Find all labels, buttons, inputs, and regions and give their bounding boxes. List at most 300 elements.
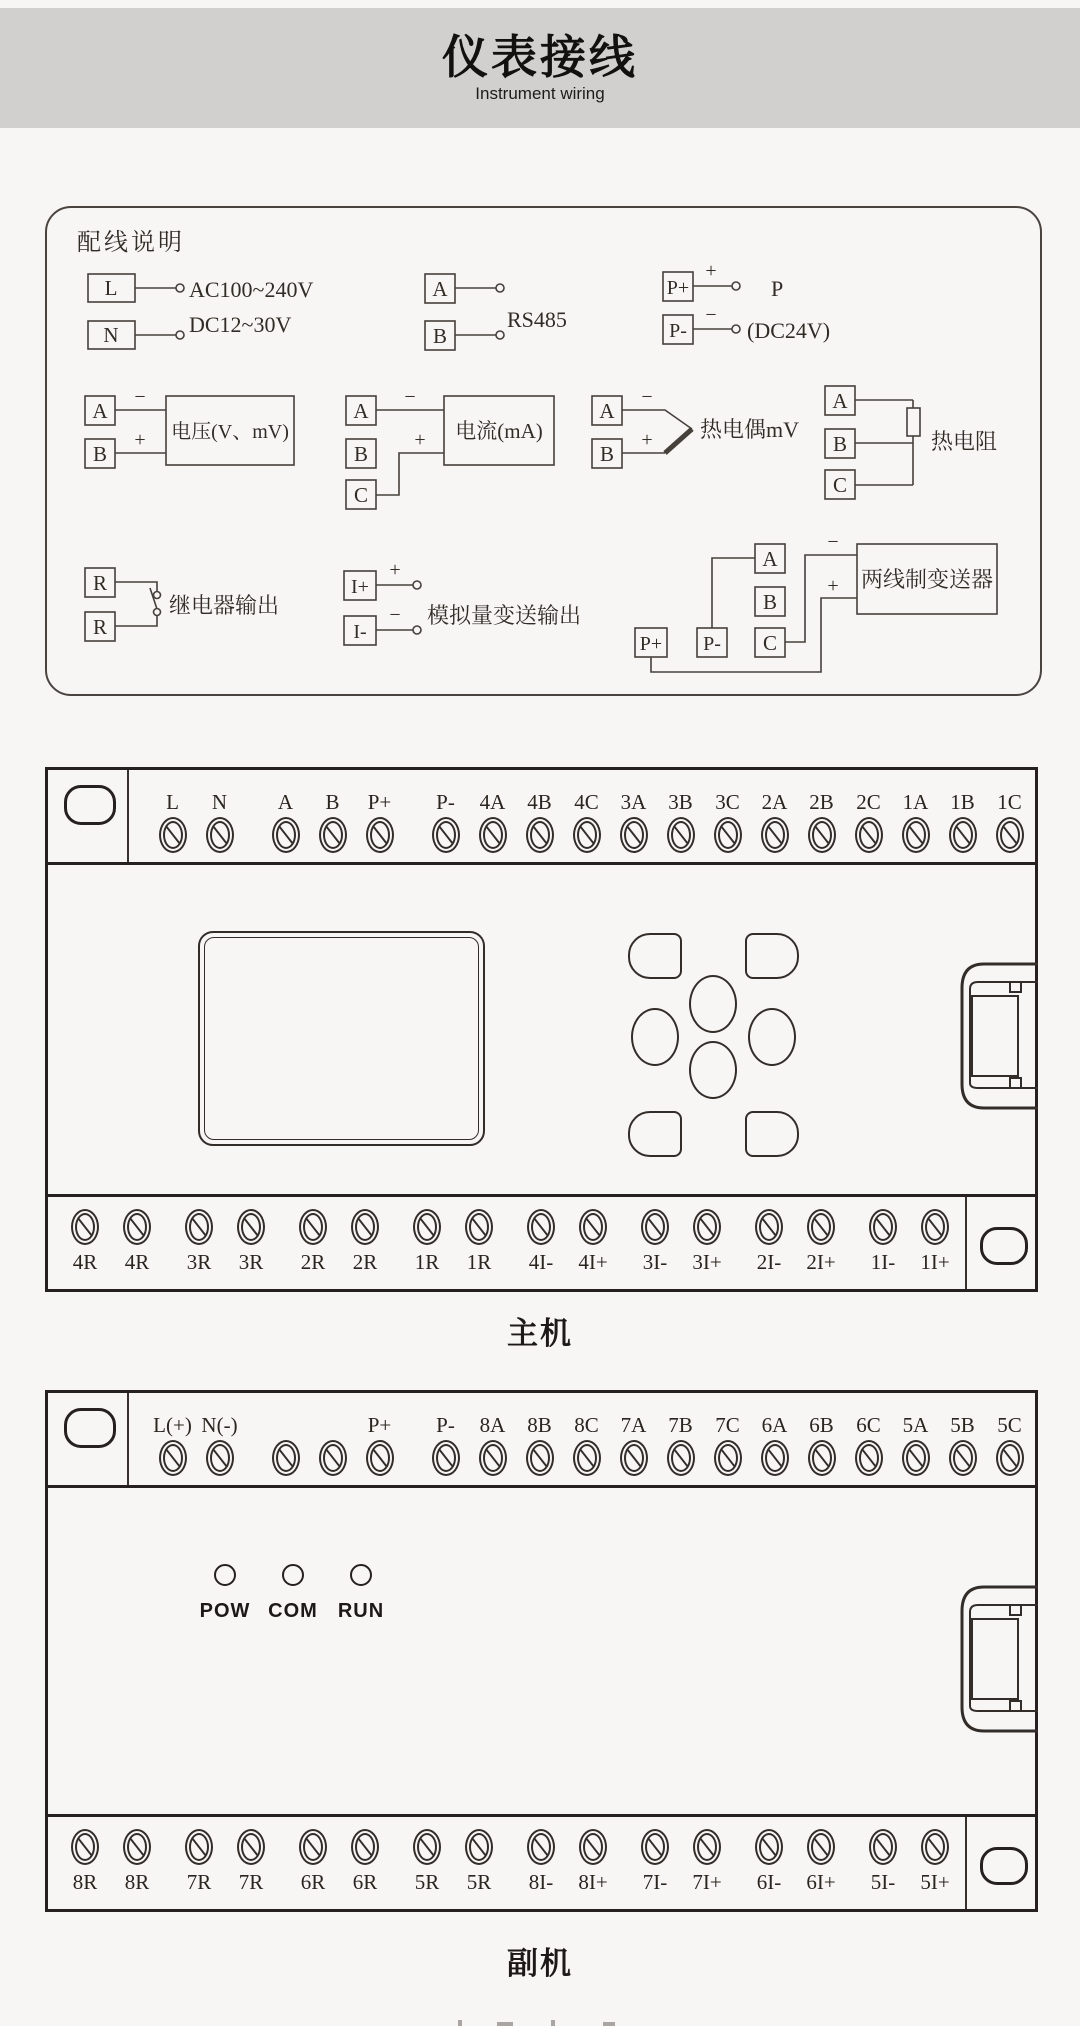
mounting-corner	[48, 770, 129, 862]
screw-terminal-icon	[159, 1440, 187, 1476]
terminal-cell	[629, 1197, 681, 1273]
terminal-label: 4I-	[528, 1250, 554, 1274]
terminal-cell	[845, 1393, 892, 1476]
terminal-label: 8A	[479, 1413, 506, 1437]
key-top-right-button	[745, 933, 799, 979]
screw-terminal-icon	[807, 1829, 835, 1865]
terminal-label: 7A	[620, 1413, 647, 1437]
resistor-icon	[907, 408, 920, 436]
terminal-label: 8R	[124, 1870, 150, 1894]
terminal-label: 6A	[761, 1413, 788, 1437]
terminal-letter: A	[353, 399, 369, 423]
terminal-label: 4I+	[578, 1250, 608, 1274]
screw-terminal-icon	[319, 1440, 347, 1476]
terminal-cell	[657, 770, 704, 853]
screw-terminal-icon	[620, 817, 648, 853]
wiring-diagram-svg	[47, 208, 1040, 694]
power-rating-line1: AC100~240V	[189, 277, 314, 302]
relay-label: 继电器输出	[169, 593, 280, 618]
terminal-cell	[309, 1393, 356, 1476]
screw-terminal-icon	[996, 1440, 1024, 1476]
wire	[622, 410, 692, 429]
terminal-cell	[610, 770, 657, 853]
terminal-label: 8I+	[578, 1870, 608, 1894]
led-label: RUN	[337, 1600, 385, 1622]
screw-terminal-icon	[123, 1209, 151, 1245]
terminal-cell	[567, 1197, 619, 1273]
screw-terminal-icon	[237, 1209, 265, 1245]
wire-end-circle	[176, 284, 184, 292]
screw-terminal-icon	[579, 1829, 607, 1865]
terminal-letter: C	[832, 473, 848, 497]
terminal-label: 1R	[414, 1250, 440, 1274]
terminal-letter: R	[92, 615, 108, 639]
screw-terminal-icon	[902, 1440, 930, 1476]
terminal-cell	[173, 1817, 225, 1893]
terminal-label: P-	[436, 790, 455, 814]
terminal-label: P+	[367, 1413, 392, 1437]
screw-terminal-icon	[526, 1440, 554, 1476]
sub-unit-body	[48, 1488, 1035, 1814]
power-rating-line2: DC12~30V	[189, 312, 292, 337]
terminal-letter: B	[92, 442, 108, 466]
status-led	[195, 1564, 255, 1623]
terminal-cell	[356, 1393, 403, 1476]
terminal-cell	[149, 770, 196, 853]
terminal-cell	[795, 1197, 847, 1273]
key-left-button	[631, 1008, 679, 1066]
screw-terminal-icon	[761, 817, 789, 853]
wire-end-circle	[732, 282, 740, 290]
main-unit-body	[48, 865, 1035, 1194]
terminal-label: 3R	[186, 1250, 212, 1274]
screw-terminal-icon	[755, 1209, 783, 1245]
current-device-label: 电流(mA)	[455, 419, 543, 443]
terminal-label: 5R	[414, 1870, 440, 1894]
terminal-cell	[262, 770, 309, 853]
screw-terminal-icon	[299, 1829, 327, 1865]
terminal-cell	[225, 1197, 277, 1273]
screw-terminal-icon	[432, 817, 460, 853]
terminal-cell	[262, 1393, 309, 1476]
screw-terminal-icon	[185, 1829, 213, 1865]
main-unit-diagram	[45, 767, 1038, 1292]
terminal-label: 5C	[997, 1413, 1022, 1437]
terminal-cell	[798, 1393, 845, 1476]
terminal-label: 4A	[479, 790, 506, 814]
screw-terminal-icon	[206, 1440, 234, 1476]
current-input-group	[346, 396, 554, 509]
terminal-cell	[196, 770, 243, 853]
terminal-label: 3I+	[692, 1250, 722, 1274]
terminal-letter: B	[762, 590, 778, 614]
screw-terminal-icon	[123, 1829, 151, 1865]
header-banner	[0, 8, 1080, 128]
thermocouple-junction-icon	[665, 429, 692, 453]
screw-terminal-icon	[693, 1829, 721, 1865]
terminal-label: B	[325, 790, 340, 814]
terminal-cell	[939, 770, 986, 853]
terminal-cell	[339, 1817, 391, 1893]
terminal-label: 3B	[668, 790, 693, 814]
led-indicator-icon	[282, 1564, 304, 1586]
terminal-cell	[287, 1817, 339, 1893]
terminal-letter: A	[832, 389, 848, 413]
screw-terminal-icon	[949, 1440, 977, 1476]
key-top-left-button	[628, 933, 682, 979]
screw-terminal-icon	[761, 1440, 789, 1476]
terminal-label: 1C	[997, 790, 1022, 814]
transmitter-group	[635, 544, 997, 672]
terminal-label: 6I+	[806, 1870, 836, 1894]
polarity-plus: +	[705, 260, 717, 282]
terminal-cell	[149, 1393, 196, 1476]
terminal-cell	[356, 770, 403, 853]
terminal-label: 2R	[352, 1250, 378, 1274]
terminal-label: 1I-	[870, 1250, 896, 1274]
sub-top-terminal-strip	[48, 1393, 1035, 1488]
polarity-plus: +	[389, 559, 401, 581]
polarity-minus: −	[389, 604, 401, 626]
terminal-cell	[892, 1393, 939, 1476]
terminal-label: 8C	[574, 1413, 599, 1437]
terminal-cell	[469, 1393, 516, 1476]
terminal-label: 5R	[466, 1870, 492, 1894]
terminal-label: P+	[367, 790, 392, 814]
wire	[115, 616, 157, 626]
terminal-label: 3C	[715, 790, 740, 814]
terminal-letter: B	[832, 432, 848, 456]
terminal-label: 6R	[352, 1870, 378, 1894]
led-label: COM	[268, 1600, 318, 1622]
mounting-corner	[965, 1197, 1035, 1289]
screw-terminal-icon	[641, 1829, 669, 1865]
polarity-plus: +	[827, 575, 839, 597]
terminal-cell	[422, 1393, 469, 1476]
wire	[651, 598, 857, 672]
key-down-button	[689, 1041, 737, 1099]
terminal-letter: P-	[669, 320, 687, 342]
wire-end-circle	[413, 626, 421, 634]
terminal-cell	[743, 1197, 795, 1273]
terminal-cell	[909, 1817, 961, 1893]
terminal-label: 8B	[527, 1413, 552, 1437]
terminal-label: 2I+	[806, 1250, 836, 1274]
terminal-label: A	[277, 790, 294, 814]
terminal-label: 7R	[186, 1870, 212, 1894]
screw-terminal-icon	[237, 1829, 265, 1865]
terminal-label: 6B	[809, 1413, 834, 1437]
terminal-letter: A	[432, 277, 448, 301]
terminal-cell	[892, 770, 939, 853]
screw-terminal-icon	[351, 1209, 379, 1245]
terminal-cell	[339, 1197, 391, 1273]
main-top-terminal-strip	[48, 770, 1035, 865]
screw-terminal-icon	[272, 817, 300, 853]
terminal-cell	[59, 1197, 111, 1273]
main-unit-caption: 主机	[507, 1316, 573, 1351]
terminal-label: 3I-	[642, 1250, 668, 1274]
sensor-supply-name: P	[771, 276, 784, 301]
screw-terminal-icon	[921, 1209, 949, 1245]
key-right-button	[748, 1008, 796, 1066]
terminal-label: 6R	[300, 1870, 326, 1894]
terminal-cell	[845, 770, 892, 853]
terminal-letter: C	[762, 631, 778, 655]
status-led-row	[195, 1564, 391, 1623]
screw-terminal-icon	[869, 1829, 897, 1865]
terminal-label: 4B	[527, 790, 552, 814]
terminal-cell	[681, 1197, 733, 1273]
wiring-instructions-box	[45, 206, 1042, 696]
terminal-cell	[857, 1197, 909, 1273]
screw-terminal-icon	[366, 1440, 394, 1476]
terminal-label: 8R	[72, 1870, 98, 1894]
terminal-label: 1B	[950, 790, 975, 814]
screw-terminal-icon	[807, 1209, 835, 1245]
terminal-cell	[743, 1817, 795, 1893]
terminal-cell	[986, 770, 1033, 853]
lcd-display	[198, 931, 485, 1146]
terminal-cell	[704, 770, 751, 853]
sensor-supply-volt: (DC24V)	[747, 318, 831, 343]
screw-terminal-icon	[159, 817, 187, 853]
terminal-cell	[681, 1817, 733, 1893]
screw-terminal-icon	[808, 817, 836, 853]
terminal-cell	[173, 1197, 225, 1273]
status-led	[331, 1564, 391, 1623]
key-up-button	[689, 975, 737, 1033]
key-bottom-left-button	[628, 1111, 682, 1157]
polarity-minus: −	[134, 386, 146, 408]
terminal-letter: R	[92, 571, 108, 595]
screw-terminal-icon	[921, 1829, 949, 1865]
terminal-label: 7I+	[692, 1870, 722, 1894]
page-title: 仪表接线	[442, 30, 638, 83]
screw-terminal-icon	[996, 817, 1024, 853]
terminal-cell	[610, 1393, 657, 1476]
terminal-label: 6C	[856, 1413, 881, 1437]
terminal-label: 7R	[238, 1870, 264, 1894]
terminal-label: 2C	[856, 790, 881, 814]
screw-terminal-icon	[206, 817, 234, 853]
terminal-label: N	[211, 790, 228, 814]
side-connector	[958, 962, 1038, 1110]
terminal-letter: I+	[351, 576, 369, 598]
terminal-cell	[986, 1393, 1033, 1476]
power-wiring-group	[88, 274, 184, 349]
terminal-letter: B	[599, 442, 615, 466]
terminal-label: 8I-	[528, 1870, 554, 1894]
terminal-cell	[657, 1393, 704, 1476]
terminal-cell	[401, 1817, 453, 1893]
terminal-label: 6I-	[756, 1870, 782, 1894]
main-bottom-terminal-strip	[48, 1194, 1035, 1289]
polarity-minus: −	[641, 386, 653, 408]
terminal-cell	[798, 770, 845, 853]
terminal-cell	[939, 1393, 986, 1476]
relay-contact-circle	[154, 592, 161, 599]
terminal-cell	[751, 770, 798, 853]
terminal-cell	[225, 1817, 277, 1893]
screw-terminal-icon	[949, 817, 977, 853]
mounting-hole	[980, 1847, 1028, 1885]
terminal-label: 4R	[72, 1250, 98, 1274]
terminal-cells	[129, 1393, 1035, 1485]
relay-contact-circle	[154, 609, 161, 616]
terminal-cell	[563, 770, 610, 853]
terminal-label: N(-)	[201, 1413, 238, 1437]
wire-end-circle	[413, 581, 421, 589]
screw-terminal-icon	[714, 1440, 742, 1476]
led-label: POW	[199, 1600, 251, 1622]
screw-terminal-icon	[855, 1440, 883, 1476]
screw-terminal-icon	[351, 1829, 379, 1865]
screw-terminal-icon	[693, 1209, 721, 1245]
terminal-letter: C	[353, 483, 369, 507]
terminal-letter: P+	[666, 277, 690, 299]
polarity-plus: +	[134, 429, 146, 451]
terminal-cell	[59, 1817, 111, 1893]
screw-terminal-icon	[465, 1829, 493, 1865]
screw-terminal-icon	[479, 1440, 507, 1476]
terminal-cell	[111, 1197, 163, 1273]
screw-terminal-icon	[432, 1440, 460, 1476]
polarity-minus: −	[827, 531, 839, 553]
polarity-plus: +	[414, 429, 426, 451]
terminal-cell	[111, 1817, 163, 1893]
terminal-label: L(+)	[153, 1413, 192, 1437]
screw-terminal-icon	[479, 817, 507, 853]
screw-terminal-icon	[272, 1440, 300, 1476]
terminal-label: 1R	[466, 1250, 492, 1274]
terminal-label: 3A	[620, 790, 647, 814]
terminal-cell	[309, 770, 356, 853]
rtd-label: 热电阻	[931, 429, 998, 454]
terminal-cell	[795, 1817, 847, 1893]
terminal-letter: A	[762, 547, 778, 571]
terminal-label: 2R	[300, 1250, 326, 1274]
sub-unit-caption: 副机	[507, 1946, 573, 1981]
terminal-cells	[51, 1197, 965, 1289]
terminal-letter: B	[432, 324, 448, 348]
terminal-cell	[515, 1197, 567, 1273]
screw-terminal-icon	[319, 817, 347, 853]
sub-unit-diagram	[45, 1390, 1038, 1912]
terminal-label: 4R	[124, 1250, 150, 1274]
terminal-letter: A	[92, 399, 108, 423]
terminal-label: 5I-	[870, 1870, 896, 1894]
screw-terminal-icon	[620, 1440, 648, 1476]
terminal-cell	[515, 1817, 567, 1893]
screw-terminal-icon	[527, 1209, 555, 1245]
terminal-label: 5B	[950, 1413, 975, 1437]
screw-terminal-icon	[465, 1209, 493, 1245]
polarity-plus: +	[641, 429, 653, 451]
screw-terminal-icon	[808, 1440, 836, 1476]
polarity-minus: −	[705, 304, 717, 326]
screw-terminal-icon	[413, 1829, 441, 1865]
screw-terminal-icon	[71, 1829, 99, 1865]
terminal-cell	[287, 1197, 339, 1273]
terminal-label: 4C	[574, 790, 599, 814]
wire-end-circle	[176, 331, 184, 339]
terminal-cell	[516, 1393, 563, 1476]
mounting-corner	[965, 1817, 1035, 1909]
screw-terminal-icon	[755, 1829, 783, 1865]
voltage-device-label: 电压(V、mV)	[171, 421, 289, 443]
mounting-corner	[48, 1393, 129, 1485]
terminal-label: 2B	[809, 790, 834, 814]
terminal-label: 1I+	[920, 1250, 950, 1274]
screw-terminal-icon	[667, 817, 695, 853]
terminal-cells	[129, 770, 1035, 862]
terminal-label: 3R	[238, 1250, 264, 1274]
terminal-label: 2A	[761, 790, 788, 814]
screw-terminal-icon	[185, 1209, 213, 1245]
led-indicator-icon	[350, 1564, 372, 1586]
terminal-letter: B	[353, 442, 369, 466]
mounting-hole	[64, 1408, 116, 1448]
terminal-label: L	[166, 790, 179, 814]
side-connector	[958, 1585, 1038, 1733]
terminal-letter: N	[103, 323, 119, 347]
terminal-cells	[51, 1817, 965, 1909]
screw-terminal-icon	[714, 817, 742, 853]
terminal-letter: P+	[639, 633, 663, 655]
terminal-letter: L	[104, 276, 118, 300]
terminal-cell	[629, 1817, 681, 1893]
screw-terminal-icon	[573, 1440, 601, 1476]
terminal-cell	[857, 1817, 909, 1893]
screw-terminal-icon	[413, 1209, 441, 1245]
terminal-letter: I-	[353, 621, 367, 643]
screw-terminal-icon	[902, 817, 930, 853]
terminal-label: 7I-	[642, 1870, 668, 1894]
terminal-label: 7B	[668, 1413, 693, 1437]
terminal-cell	[751, 1393, 798, 1476]
screw-terminal-icon	[573, 817, 601, 853]
analog-output-label: 模拟量变送输出	[427, 603, 582, 628]
thermocouple-label: 热电偶mV	[700, 417, 800, 442]
screw-terminal-icon	[527, 1829, 555, 1865]
terminal-cell	[453, 1817, 505, 1893]
terminal-label: 7C	[715, 1413, 740, 1437]
terminal-cell	[909, 1197, 961, 1273]
terminal-label: 5I+	[920, 1870, 950, 1894]
mounting-hole	[980, 1227, 1028, 1265]
terminal-label: 1A	[902, 790, 929, 814]
status-led	[263, 1564, 323, 1623]
wire	[376, 453, 444, 495]
screw-terminal-icon	[299, 1209, 327, 1245]
screw-terminal-icon	[366, 817, 394, 853]
terminal-letter: A	[599, 399, 615, 423]
terminal-cell	[516, 770, 563, 853]
screw-terminal-icon	[579, 1209, 607, 1245]
terminal-label: 5A	[902, 1413, 929, 1437]
key-bottom-right-button	[745, 1111, 799, 1157]
wire-end-circle	[496, 284, 504, 292]
terminal-label: 2I-	[756, 1250, 782, 1274]
screw-terminal-icon	[869, 1209, 897, 1245]
terminal-cell	[196, 1393, 243, 1476]
terminal-cell	[469, 770, 516, 853]
wire	[712, 558, 755, 628]
terminal-cell	[567, 1817, 619, 1893]
rs485-label: RS485	[507, 307, 567, 332]
screw-terminal-icon	[526, 817, 554, 853]
